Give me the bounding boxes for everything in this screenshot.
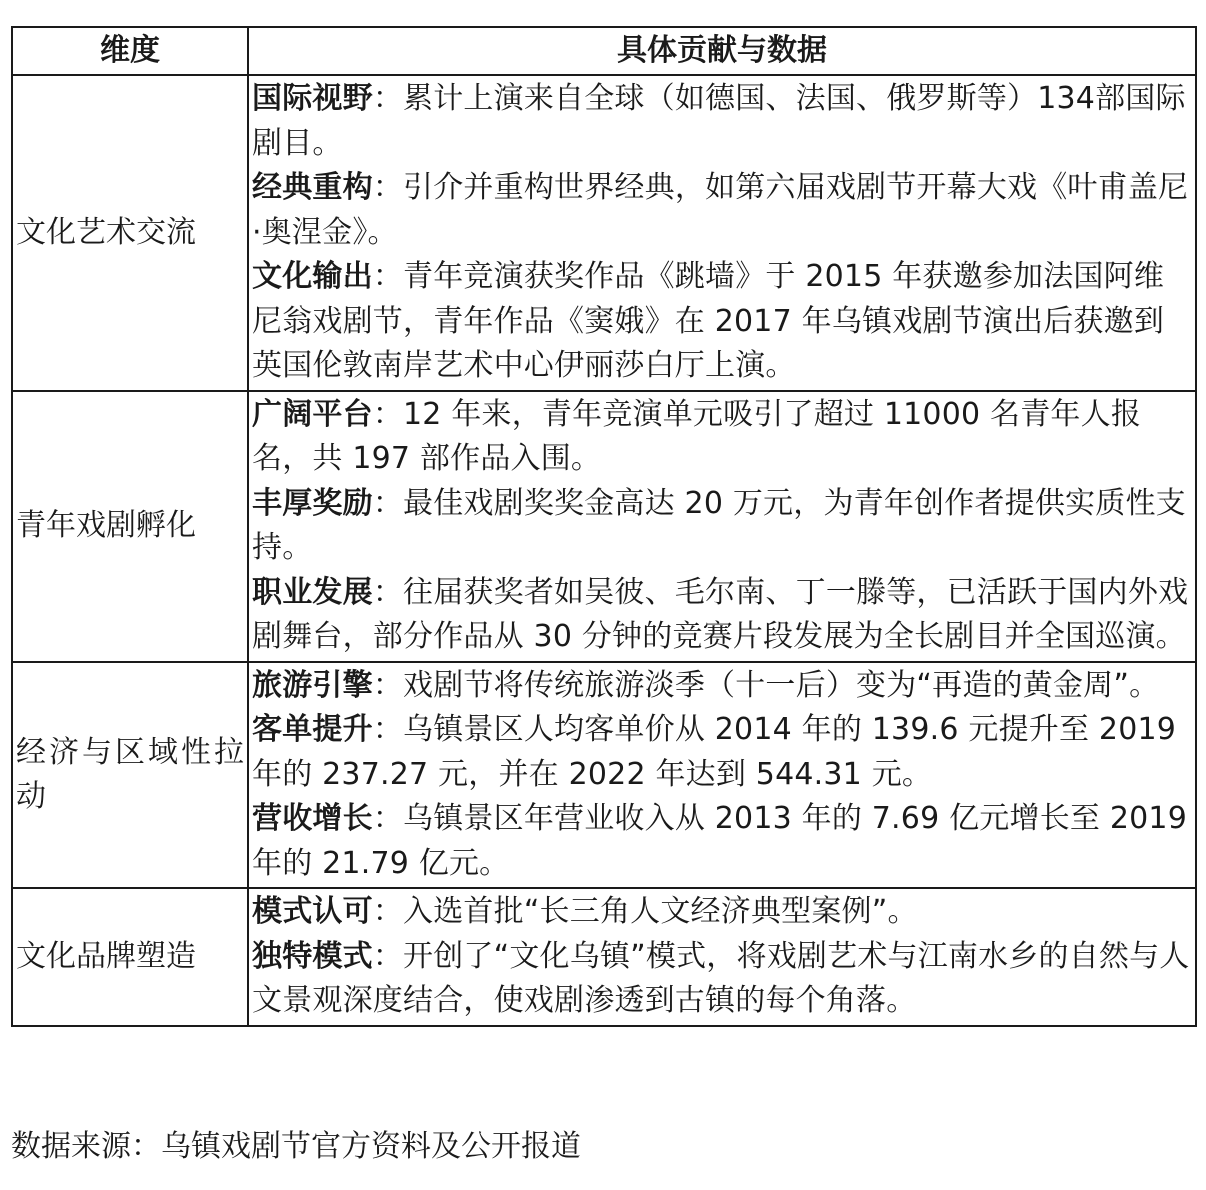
entry	[252, 482, 1192, 571]
entry-label: 文化输出	[252, 259, 373, 294]
table-row	[12, 75, 1196, 391]
dimension-cell: 文化品牌塑造	[12, 888, 248, 1026]
entry-separator: ：	[372, 485, 404, 521]
entry	[252, 255, 1192, 389]
detail-cell	[248, 75, 1196, 391]
entry-text: 入选首批“长三角人文经济典型案例”。	[403, 894, 918, 929]
entry-text: 往届获奖者如吴彼、毛尔南、丁一滕等，已活跃于国内外戏剧舞台，部分作品从 30 分钟的竞赛片段发展为全长剧目并全国巡演。	[252, 574, 1189, 654]
entry-text: 12 年来，青年竞演单元吸引了超过 11000 名青年人报名，共 197 部作品入围。	[252, 396, 1142, 476]
entry-separator: ：	[372, 574, 404, 610]
entry-separator: ：	[372, 259, 404, 294]
entry-label: 客单提升	[252, 712, 373, 747]
entry-separator: ：	[372, 667, 404, 703]
entry-label: 旅游引擎	[252, 667, 373, 703]
entry	[252, 166, 1192, 255]
entry	[252, 664, 1192, 709]
entry-text: 乌镇景区年营业收入从 2013 年的 7.69 亿元增长至 2019 年的 21.79 亿元。	[252, 801, 1187, 881]
header-contribution: 具体贡献与数据	[248, 27, 1196, 75]
detail-cell	[248, 662, 1196, 889]
entry-separator: ：	[372, 81, 404, 116]
entry-label: 丰厚奖励	[252, 485, 373, 521]
entry	[252, 935, 1192, 1024]
detail-cell	[248, 888, 1196, 1026]
table-row	[12, 662, 1196, 889]
entry-label: 职业发展	[252, 574, 373, 610]
entry-text: 最佳戏剧奖奖金高达 20 万元，为青年创作者提供实质性支持。	[252, 485, 1186, 565]
entry-label: 独特模式	[252, 938, 373, 974]
entry-separator: ：	[372, 396, 404, 432]
contribution-table-wrapper	[11, 26, 1195, 1027]
entry-text: 引介并重构世界经典，如第六届戏剧节开幕大戏《叶甫盖尼·奥涅金》。	[252, 170, 1189, 250]
dimension-cell: 文化艺术交流	[12, 75, 248, 391]
entry-separator: ：	[372, 938, 404, 974]
table-row	[12, 888, 1196, 1026]
entry-separator: ：	[372, 894, 404, 929]
entry-label: 广阔平台	[252, 396, 373, 432]
entry	[252, 393, 1192, 482]
entry	[252, 571, 1192, 660]
entry-label: 国际视野	[252, 81, 373, 116]
entry	[252, 77, 1192, 166]
entry-text: 青年竞演获奖作品《跳墙》于 2015 年获邀参加法国阿维尼翁戏剧节，青年作品《窦娥》在 2017 年乌镇戏剧节演出后获邀到英国伦敦南岸艺术中心伊丽莎白厅上演。	[252, 259, 1165, 383]
header-dimension: 维度	[12, 27, 248, 75]
table-header-row	[12, 27, 1196, 75]
entry	[252, 890, 1192, 935]
entry-separator: ：	[372, 170, 404, 205]
table-row	[12, 391, 1196, 662]
dimension-cell: 青年戏剧孵化	[12, 391, 248, 662]
contribution-table	[11, 26, 1197, 1027]
entry-separator: ：	[372, 801, 404, 836]
dimension-cell: 经济与区域性拉动	[12, 662, 248, 889]
source-footnote: 数据来源：乌镇戏剧节官方资料及公开报道	[11, 1129, 581, 1164]
entry	[252, 797, 1192, 886]
entry-text: 戏剧节将传统旅游淡季（十一后）变为“再造的黄金周”。	[403, 667, 1160, 703]
entry	[252, 708, 1192, 797]
entry-text: 累计上演来自全球（如德国、法国、俄罗斯等）134部国际剧目。	[252, 81, 1186, 161]
entry-text: 乌镇景区人均客单价从 2014 年的 139.6 元提升至 2019 年的 237.27 元，并在 2022 年达到 544.31 元。	[252, 712, 1177, 792]
detail-cell	[248, 391, 1196, 662]
entry-label: 营收增长	[252, 801, 373, 836]
entry-label: 经典重构	[252, 170, 373, 205]
entry-label: 模式认可	[252, 894, 373, 929]
entry-text: 开创了“文化乌镇”模式，将戏剧艺术与江南水乡的自然与人文景观深度结合，使戏剧渗透到古镇的每个角落。	[252, 938, 1190, 1018]
entry-separator: ：	[372, 712, 404, 747]
